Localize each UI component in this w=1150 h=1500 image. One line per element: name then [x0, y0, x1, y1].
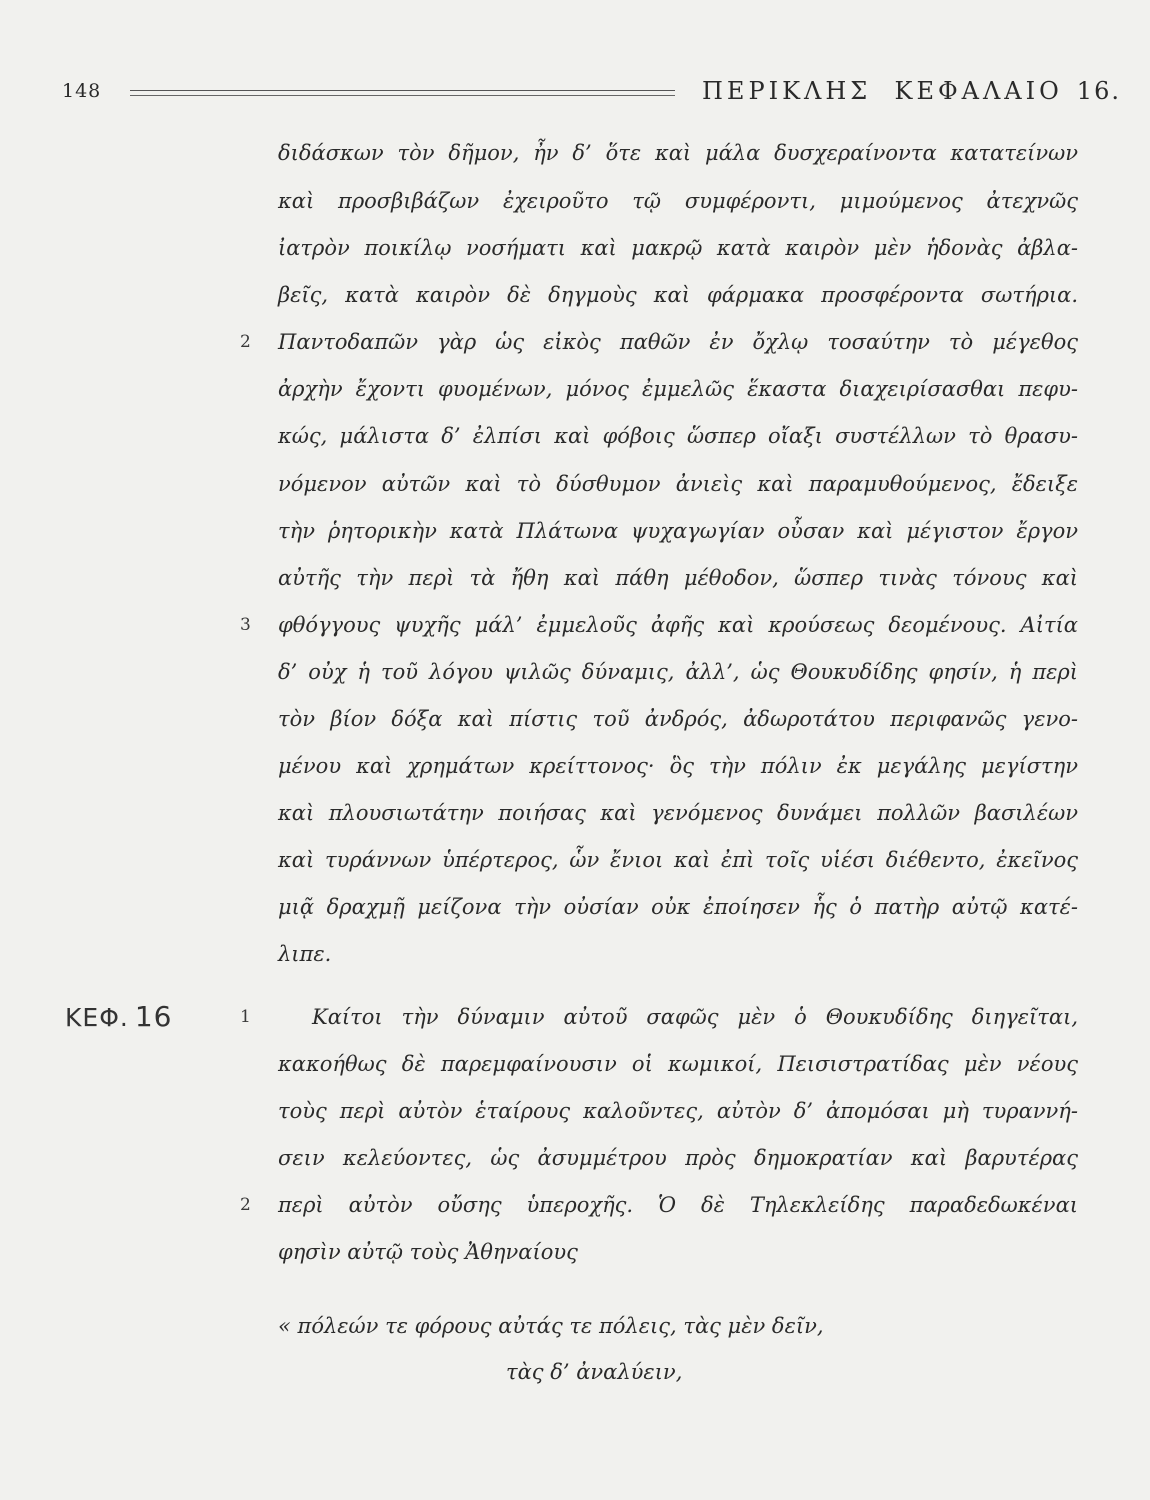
text-line: σειν κελεύοντες, ὡς ἀσυμμέτρου πρὸς δημοκρατίαν καὶ βαρυτέρας — [278, 1146, 1078, 1170]
text-line: μένου καὶ χρημάτων κρείττονος· ὃς τὴν πόλιν ἐκ μεγάλης μεγίστην — [278, 754, 1078, 778]
text-line: νόμενον αὐτῶν καὶ τὸ δύσθυμον ἀνιεὶς καὶ παραμυθούμενος, ἔδειξε — [278, 472, 1078, 496]
page-number: 148 — [62, 80, 102, 102]
text-line: τὸν βίον δόξα καὶ πίστις τοῦ ἀνδρός, ἀδωροτάτου περιφανῶς γενο- — [278, 707, 1078, 731]
text-line: ἰατρὸν ποικίλῳ νοσήματι καὶ μακρῷ κατὰ καιρὸν μὲν ἡδονὰς ἀβλα- — [278, 236, 1078, 260]
section-number: 2 — [240, 1195, 251, 1215]
text-line: τὴν ῥητορικὴν κατὰ Πλάτωνα ψυχαγωγίαν οὖσαν καὶ μέγιστον ἔργον — [278, 519, 1078, 543]
chapter-label-word: ΚΕΦ. — [65, 1003, 129, 1032]
text-line: μιᾷ δραχμῇ μείζονα τὴν οὐσίαν οὐκ ἐποίησεν ἧς ὁ πατὴρ αὐτῷ κατέ- — [278, 895, 1078, 919]
section-number: 1 — [240, 1007, 251, 1027]
text-line: περὶ αὐτὸν οὔσης ὑπεροχῆς. Ὁ δὲ Τηλεκλείδης παραδεδωκέναι — [278, 1193, 1078, 1217]
text-line: διδάσκων τὸν δῆμον, ἦν δ’ ὅτε καὶ μάλα δυσχεραίνοντα κατατείνων — [278, 141, 1078, 165]
text-line: τοὺς περὶ αὐτὸν ἑταίρους καλοῦντες, αὐτὸν δ’ ἀπομόσαι μὴ τυραννή- — [278, 1099, 1078, 1123]
text-line: ἀρχὴν ἔχοντι φυομένων, μόνος ἐμμελῶς ἕκαστα διαχειρίσασθαι πεφυ- — [278, 377, 1078, 401]
text-line: κακοήθως δὲ παρεμφαίνουσιν οἱ κωμικοί, Πεισιστρατίδας μὲν νέους — [278, 1052, 1078, 1076]
running-chapter-number: 16. — [1076, 77, 1121, 105]
text-line: δ’ οὐχ ἡ τοῦ λόγου ψιλῶς δύναμις, ἀλλ’, ὡς Θουκυδίδης φησίν, ἡ περὶ — [278, 660, 1078, 684]
page-header — [62, 77, 1121, 110]
text-line: φησὶν αὐτῷ τοὺς Ἀθηναίους — [278, 1240, 578, 1264]
chapter-label-number: 16 — [134, 1000, 173, 1033]
running-title: ΠΕΡΙΚΛΗΣ — [702, 77, 872, 105]
text-line: κώς, μάλιστα δ’ ἐλπίσι καὶ φόβοις ὥσπερ οἴαξι συστέλλων τὸ θρασυ- — [278, 424, 1078, 448]
text-line: Καίτοι τὴν δύναμιν αὐτοῦ σαφῶς μὲν ὁ Θουκυδίδης διηγεῖται, — [312, 1005, 1078, 1029]
section-number: 3 — [240, 615, 251, 635]
text-line: Παντοδαπῶν γὰρ ὡς εἰκὸς παθῶν ἐν ὄχλῳ τοσαύτην τὸ μέγεθος — [278, 330, 1078, 354]
header-rule — [130, 90, 675, 98]
text-line: αὐτῆς τὴν περὶ τὰ ἤθη καὶ πάθη μέθοδον, ὥσπερ τινὰς τόνους καὶ — [278, 566, 1078, 590]
running-head — [702, 77, 1121, 105]
text-line: βεῖς, κατὰ καιρὸν δὲ δηγμοὺς καὶ φάρμακα προσφέροντα σωτήρια. — [278, 283, 1078, 307]
running-chapter-word: ΚΕΦΑΛΑΙΟ — [894, 77, 1063, 105]
text-line: φθόγγους ψυχῆς μάλ’ ἐμμελοῦς ἀφῆς καὶ κρούσεως δεομένους. Αἰτία — [278, 613, 1078, 637]
section-number: 2 — [240, 332, 251, 352]
text-line: καὶ πλουσιωτάτην ποιήσας καὶ γενόμενος δυνάμει πολλῶν βασιλέων — [278, 801, 1078, 825]
text-line: καὶ προσβιβάζων ἐχειροῦτο τῷ συμφέροντι, μιμούμενος ἀτεχνῶς — [278, 189, 1078, 213]
text-line: καὶ τυράννων ὑπέρτερος, ὧν ἔνιοι καὶ ἐπὶ τοῖς υἱέσι διέθεντο, ἐκεῖνος — [278, 848, 1078, 872]
text-line: λιπε. — [278, 942, 332, 966]
verse-line: « πόλεών τε φόρους αὐτάς τε πόλεις, τὰς μὲν δεῖν, — [278, 1314, 824, 1338]
chapter-label — [65, 997, 172, 1037]
verse-line: τὰς δ’ ἀναλύειν, — [506, 1360, 683, 1384]
